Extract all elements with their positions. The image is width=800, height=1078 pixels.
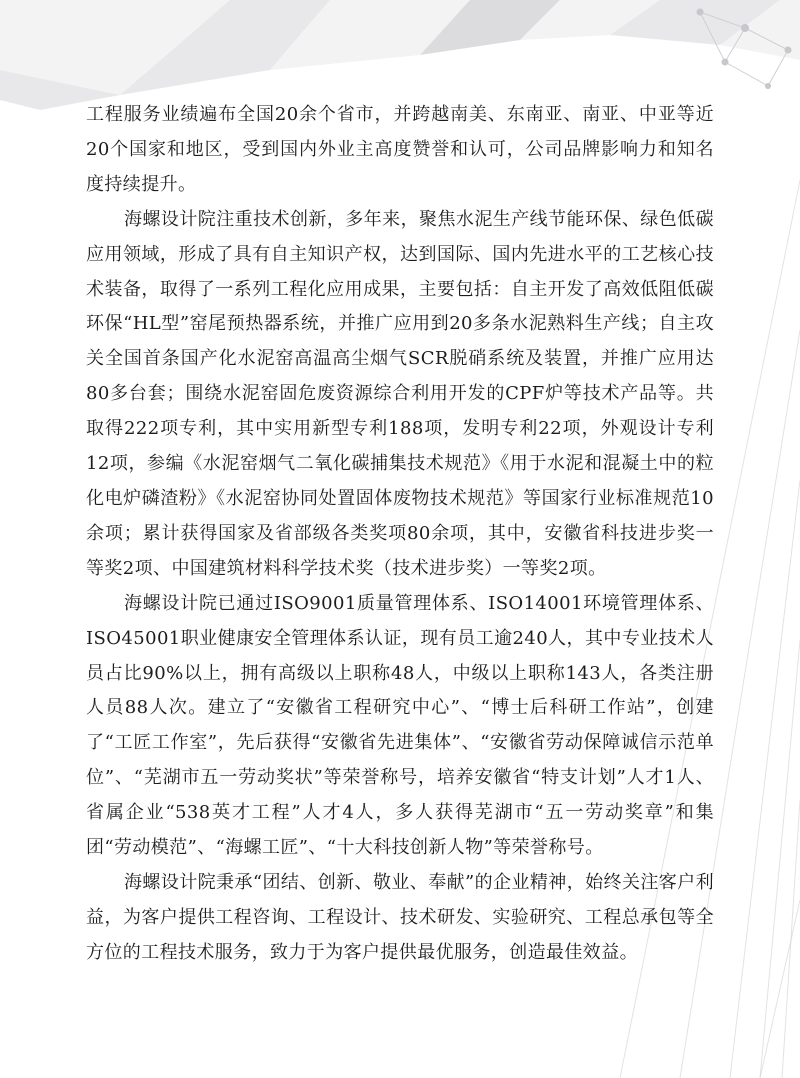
paragraph-3: 海螺设计院已通过ISO9001质量管理体系、ISO14001环境管理体系、ISO45001职业健康安全管理体系认证，现有员工逾240人，其中专业技术人员占比90%以上，拥有高级以上职称48人，中级以上职称143人，各类注册人员88人次。建立了“安徽省工程研究中心”、“博士后科研工作站”，创建了“工匠工作室”，先后获得“安徽省先进集体”、“安徽省劳动保障诚信示范单位”、“芜湖市五一劳动奖状”等荣誉称号，培养安徽省“特支计划”人才1人、省属企业“538英才工程”人才4人，多人获得芜湖市“五一劳动奖章”和集团“劳动模范”、“海螺工匠”、“十大科技创新人物”等荣誉称号。 bbox=[86, 592, 714, 859]
paragraph-1: 工程服务业绩遍布全国20余个省市，并跨越南美、东南亚、南亚、中亚等近20个国家和地区，受到国内外业主高度赞誉和认可，公司品牌影响力和知名度持续提升。 bbox=[86, 104, 714, 195]
document-body bbox=[86, 98, 714, 971]
node-dot bbox=[785, 47, 792, 54]
node-link bbox=[725, 62, 768, 86]
paragraph-4: 海螺设计院秉承“团结、创新、敬业、奉献”的企业精神，始终关注客户利益，为客户提供工程咨询、工程设计、技术研发、实验研究、工程总承包等全方位的工程技术服务，致力于为客户提供最优服务，创造最佳效益。 bbox=[86, 871, 714, 963]
decor-line bbox=[760, 640, 800, 1078]
top-polygon-art bbox=[0, 0, 800, 110]
paragraph-2: 海螺设计院注重技术创新，多年来，聚焦水泥生产线节能环保、绿色低碳应用领域，形成了具有自主知识产权，达到国际、国内先进水平的工艺核心技术装备，取得了一系列工程化应用成果，主要包括：自主开发了高效低阻低碳环保“HL型”窑尾预热器系统，并推广应用到20多条水泥熟料生产线；自主攻关全国首条国产化水泥窑高温高尘烟气SCR脱硝系统及装置，并推广应用达80多台套；围绕水泥窑固危废资源综合利用开发的CPF炉等技术产品等。共取得222项专利，其中实用新型专利188项，发明专利22项，外观设计专利12项，参编《水泥窑烟气二氧化碳捕集技术规范》《用于水泥和混凝土中的粒化电炉磷渣粉》《水泥窑协同处置固体废物技术规范》等国家行业标准规范10余项；累计获得国家及省部级各类奖项80余项，其中，安徽省科技进步奖一等奖2项、中国建筑材料科学技术奖（技术进步奖）一等奖2项。 bbox=[86, 208, 714, 579]
node-dot bbox=[765, 83, 771, 89]
decor-line bbox=[730, 480, 800, 1078]
node-dot bbox=[697, 9, 704, 16]
node-dot bbox=[722, 59, 729, 66]
node-dot bbox=[741, 24, 749, 32]
decor-line bbox=[760, 900, 800, 1078]
